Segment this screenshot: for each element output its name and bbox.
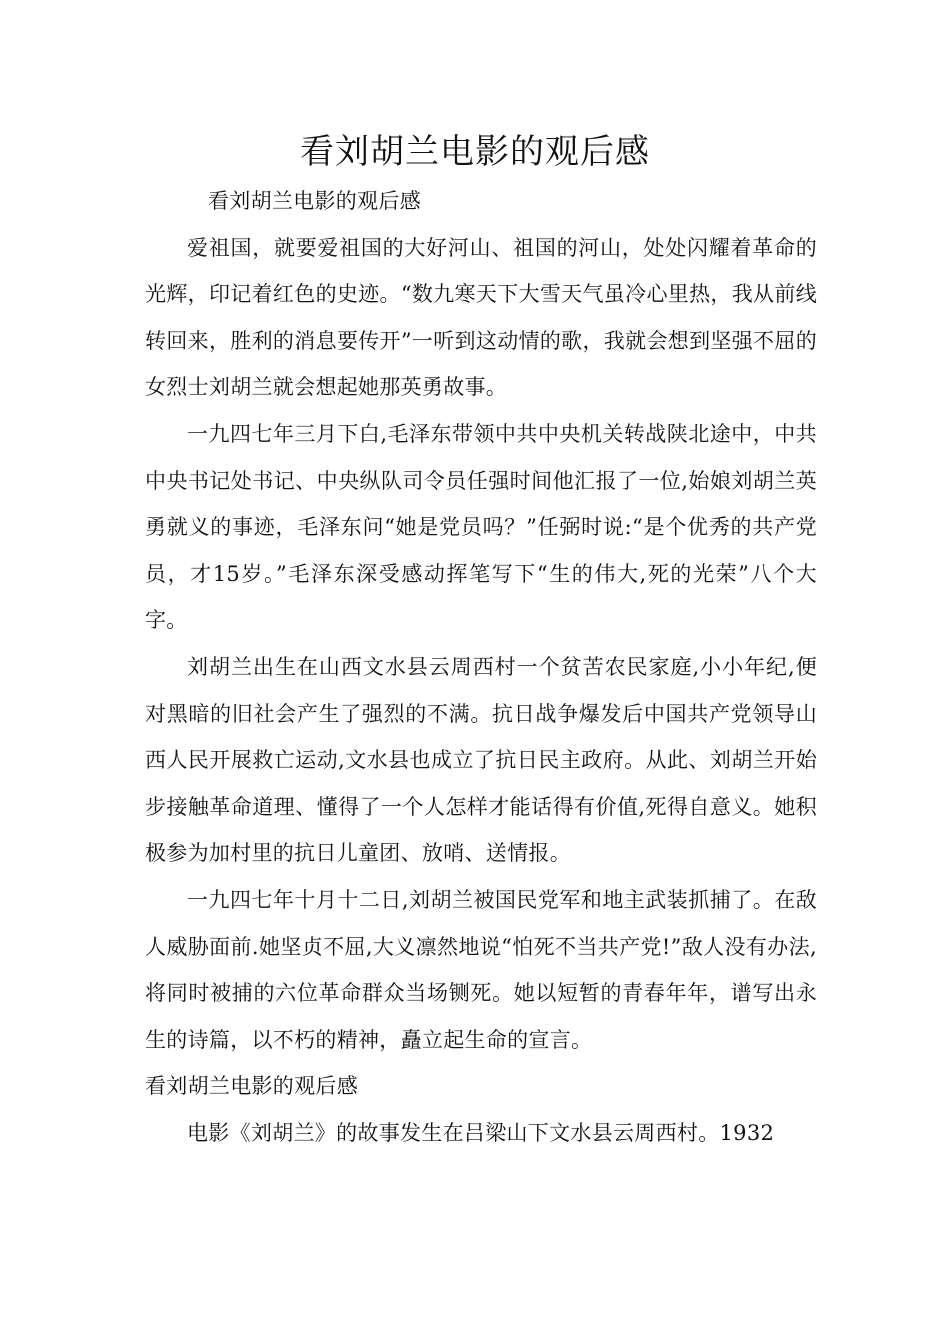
paragraph-3: 刘胡兰出生在山西文水县云周西村一个贫苦农民家庭,小小年纪,便对黑暗的旧社会产生了强烈的不满。抗日战争爆发后中国共产党领导山西人民开展救亡运动,文水县也成立了抗日民主政府。从此、刘胡兰开始步接触革命道理、懂得了一个人怎样才能话得有价值,死得自意义。她积极参为加村里的抗日儿童团、放哨、送情报。 [145, 654, 817, 866]
paragraph-4: 一九四七年十月十二日,刘胡兰被国民党军和地主武装抓捕了。在敌人威胁面前.她坚贞不屈,大义凛然地说“怕死不当共产党!”敌人没有办法,将同时被捕的六位革命群众当场铡死。她以短暂的青春年年，谱写出永生的诗篇，以不朽的精神，矗立起生命的宣言。 [145, 887, 817, 1052]
section-heading: 看刘胡兰电影的观后感 [145, 1074, 358, 1099]
document-body [145, 178, 817, 1156]
document-subtitle: 看刘胡兰电影的观后感 [208, 189, 421, 213]
paragraph-1: 爱祖国，就要爱祖国的大好河山、祖国的河山，处处闪耀着革命的光辉，印记着红色的史迹。“数九寒天下大雪天气虽冷心里热，我从前线转回来，胜利的消息要传开”一听到这动情的歌，我就会想到坚强不屈的女烈士刘胡兰就会想起她那英勇故事。 [145, 235, 817, 400]
paragraph-5: 电影《刘胡兰》的故事发生在吕梁山下文水县云周西村。1932 [187, 1120, 775, 1145]
paragraph-2: 一九四七年三月下白,毛泽东带领中共中央机关转战陕北途中，中共中央书记处书记、中央纵队司令员任强时间他汇报了一位,始娘刘胡兰英勇就义的事迹，毛泽东问“她是党员吗？”任弼时说:“是个优秀的共产党员，才15岁。”毛泽东深受感动挥笔写下“生的伟大,死的光荣”八个大字。 [145, 421, 817, 633]
document-title: 看刘胡兰电影的观后感 [300, 132, 650, 172]
